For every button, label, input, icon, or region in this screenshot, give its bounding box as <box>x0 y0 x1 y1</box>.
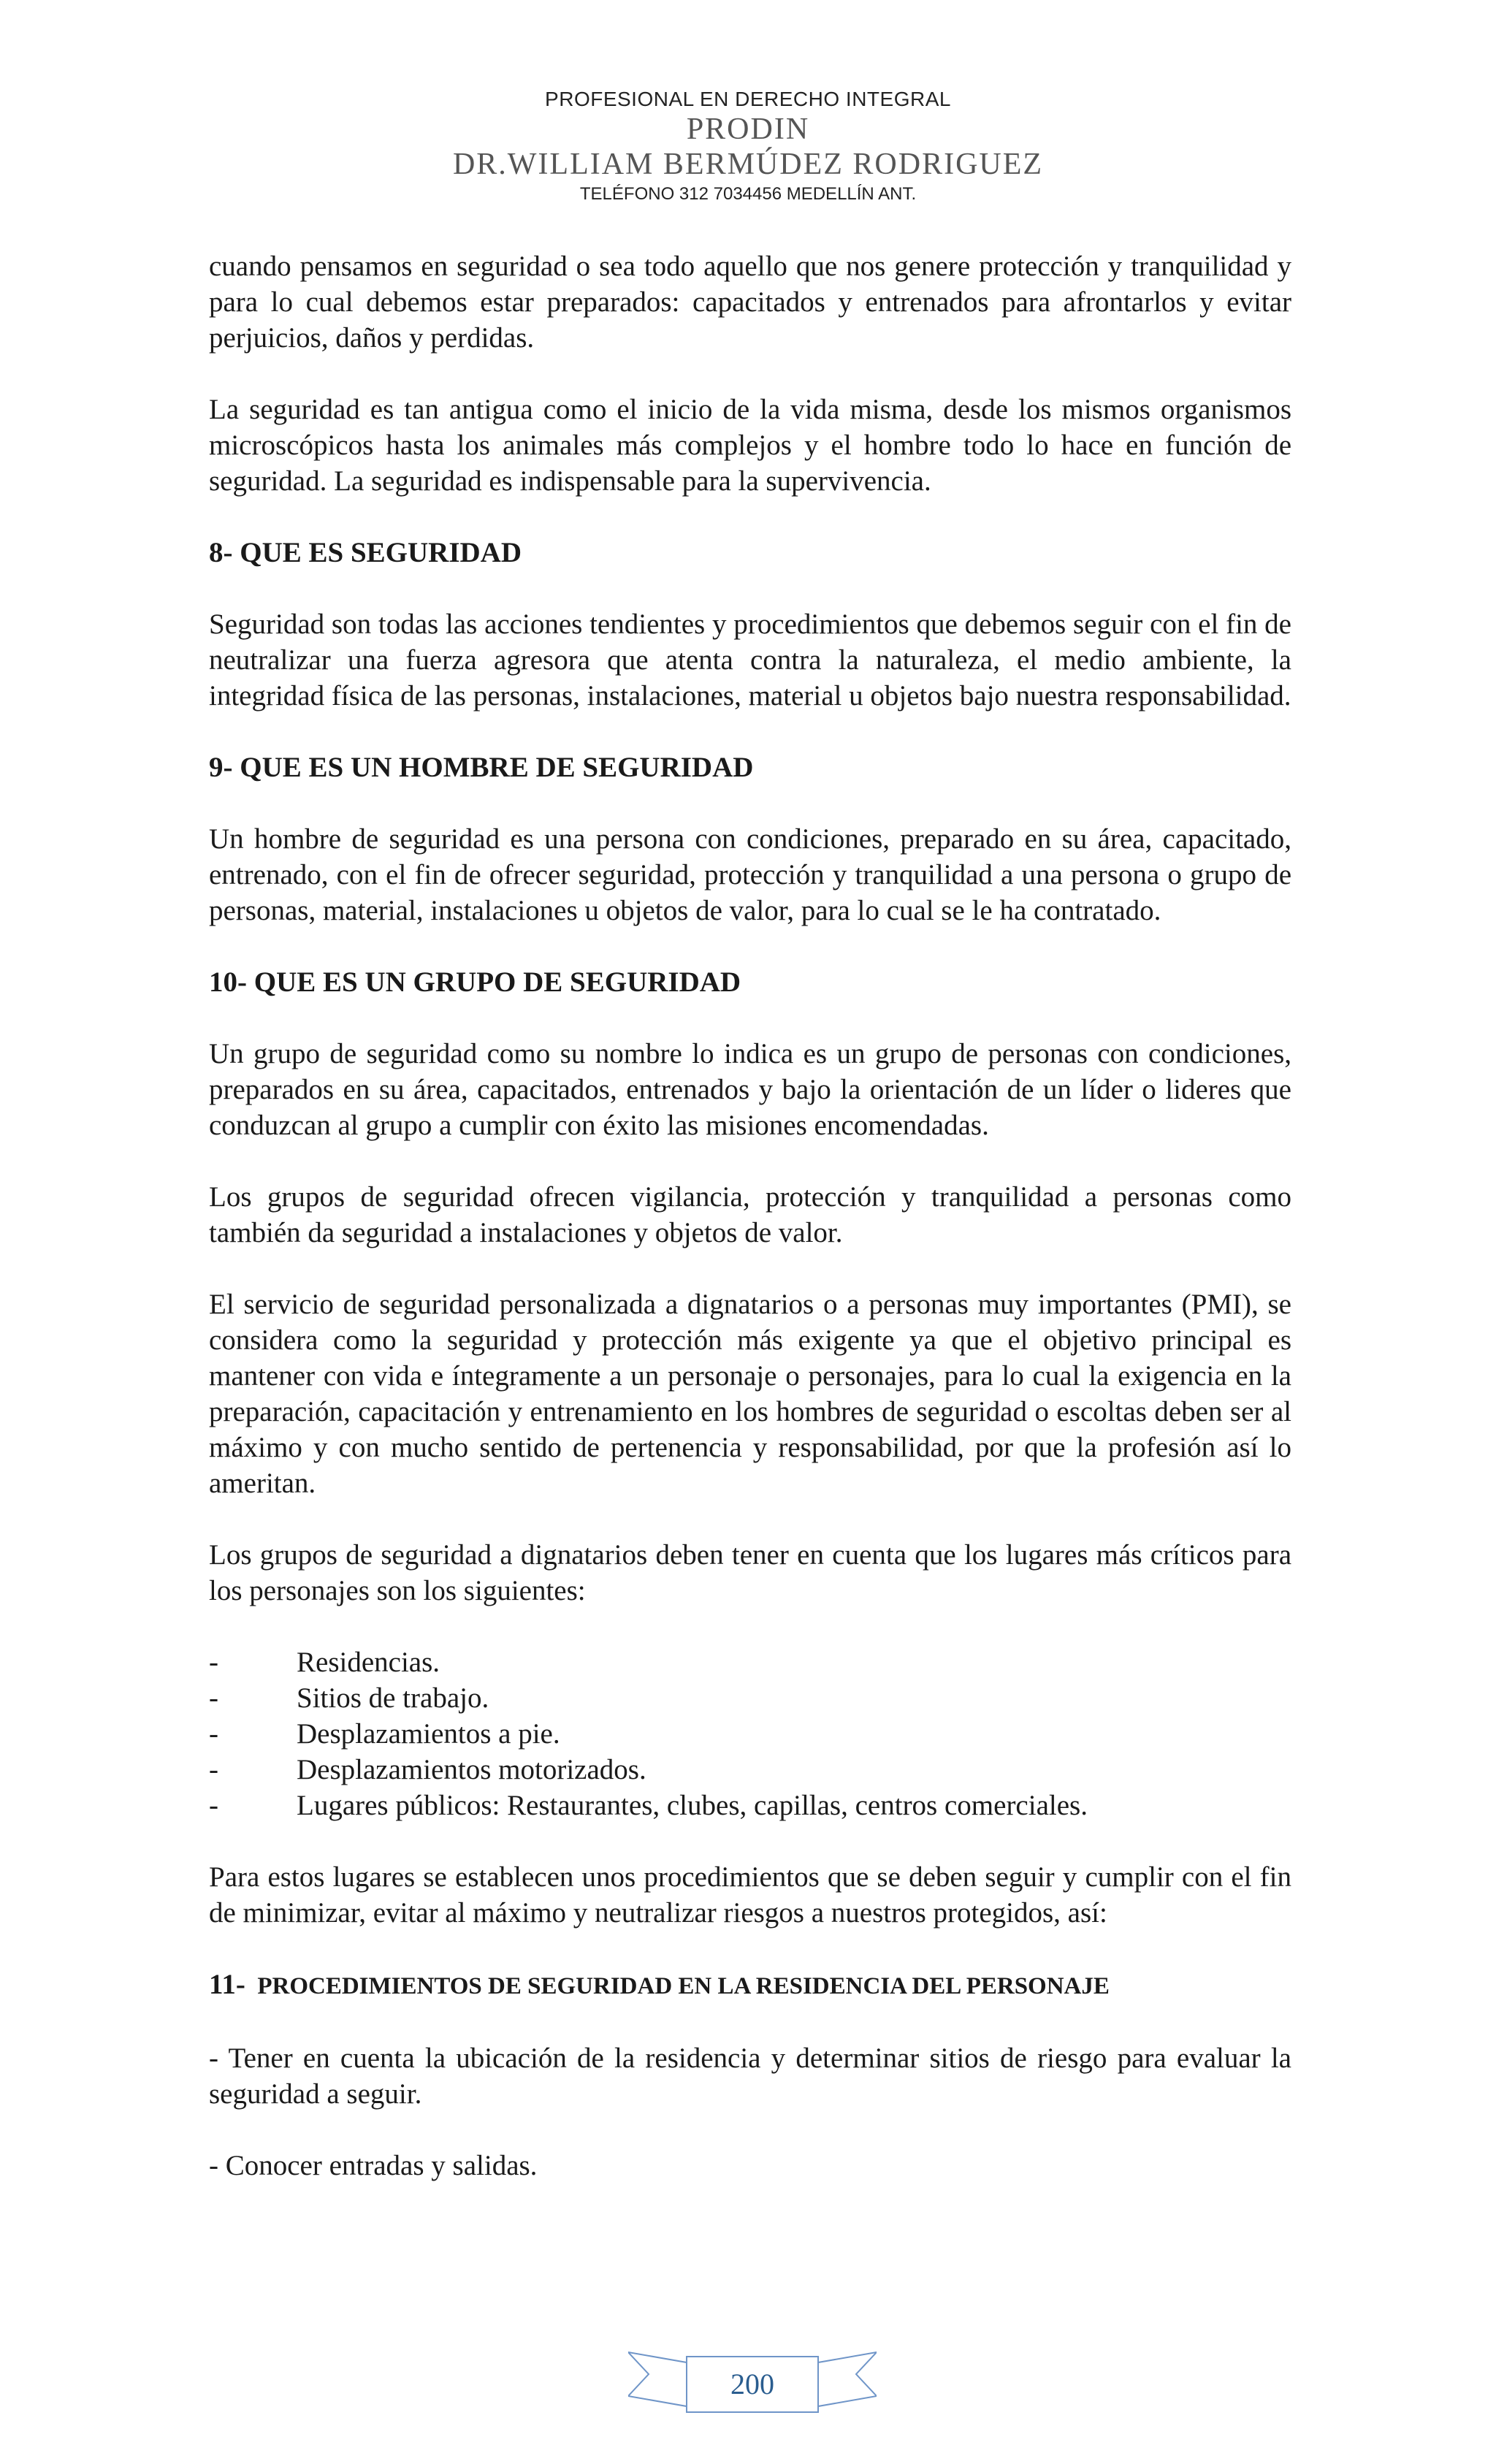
list-item <box>209 1716 1291 1752</box>
paragraph: - Conocer entradas y salidas. <box>209 2150 538 2181</box>
paragraph: Un hombre de seguridad es una persona con condiciones, preparado en su área, capacitado, entrenado, con el fin de ofrecer seguridad, protección y tranquilidad a una persona o grupo de personas, material, instalaciones u objetos de valor, para lo cual se le ha contratado. <box>209 823 1291 926</box>
list-dash: - <box>209 1754 218 1785</box>
list-item <box>209 1788 1291 1823</box>
paragraph: cuando pensamos en seguridad o sea todo aquello que nos genere protección y tranquilidad y para lo cual debemos estar preparados: capacitados y entrenados para afrontarlos y evitar perjuicios, daños y perdidas. <box>209 251 1291 354</box>
section-heading-10: 10- QUE ES UN GRUPO DE SEGURIDAD <box>209 966 741 998</box>
paragraph: Un grupo de seguridad como su nombre lo indica es un grupo de personas con condiciones, preparados en su área, capacitados, entrenados y bajo la orientación de un líder o lideres que conduzcan al grupo a cumplir con éxito las misiones encomendadas. <box>209 1038 1291 1141</box>
list-dash: - <box>209 1790 218 1821</box>
section-heading-9: 9- QUE ES UN HOMBRE DE SEGURIDAD <box>209 752 754 783</box>
paragraph: Los grupos de seguridad ofrecen vigilancia, protección y tranquilidad a personas como también da seguridad a instalaciones y objetos de valor. <box>209 1181 1291 1248</box>
header-brand: PRODIN <box>686 112 810 146</box>
section-heading-8: 8- QUE ES SEGURIDAD <box>209 537 522 568</box>
list-dash: - <box>209 1647 218 1678</box>
header-contact: TELÉFONO 312 7034456 MEDELLÍN ANT. <box>579 184 917 204</box>
list-item <box>209 1644 1291 1680</box>
heading-number: 11- <box>209 1969 245 2000</box>
paragraph: El servicio de seguridad personalizada a dignatarios o a personas muy importantes (PMI), se considera como la seguridad y protección más exigente ya que el objetivo principal es mantener con vida e íntegramente a un personaje o personajes, para lo cual la exigencia en la preparación, capacitación y entrenamiento en los hombres de seguridad o escoltas deben ser al máximo y con mucho sentido de pertenencia y responsabilidad, por que la profesión así lo ameritan. <box>209 1289 1291 1499</box>
list-dash: - <box>209 1682 218 1714</box>
critical-places-list <box>209 1644 1291 1823</box>
paragraph: Los grupos de seguridad a dignatarios deben tener en cuenta que los lugares más críticos para los personajes son los siguientes: <box>209 1539 1291 1606</box>
page-number: 200 <box>730 2368 774 2400</box>
paragraph: - Tener en cuenta la ubicación de la residencia y determinar sitios de riesgo para evaluar la seguridad a seguir. <box>209 2042 1291 2110</box>
list-item-text: Sitios de trabajo. <box>297 1682 489 1714</box>
list-item-text: Desplazamientos a pie. <box>297 1718 560 1750</box>
header-title: PROFESIONAL EN DERECHO INTEGRAL <box>545 88 951 110</box>
list-item-text: Desplazamientos motorizados. <box>297 1754 646 1785</box>
page-header <box>0 86 1496 206</box>
list-item-text: Lugares públicos: Restaurantes, clubes, capillas, centros comerciales. <box>297 1790 1088 1821</box>
paragraph: Para estos lugares se establecen unos procedimientos que se deben seguir y cumplir con el fin de minimizar, evitar al máximo y neutralizar riesgos a nuestros protegidos, así: <box>209 1861 1291 1929</box>
list-item <box>209 1752 1291 1788</box>
header-author: DR.WILLIAM BERMÚDEZ RODRIGUEZ <box>452 148 1044 181</box>
paragraph: La seguridad es tan antigua como el inicio de la vida misma, desde los mismos organismos microscópicos hasta los animales más complejos y el hombre todo lo hace en función de seguridad. La seguridad es indispensable para la supervivencia. <box>209 394 1291 497</box>
page-body <box>209 248 1291 2183</box>
paragraph: Seguridad son todas las acciones tendientes y procedimientos que debemos seguir con el fin de neutralizar una fuerza agresora que atenta contra la naturaleza, el medio ambiente, la integridad física de las personas, instalaciones, material u objetos bajo nuestra responsabilidad. <box>209 609 1291 712</box>
heading-text: PROCEDIMIENTOS DE SEGURIDAD EN LA RESIDENCIA DEL PERSONAJE <box>257 1973 1110 1999</box>
list-dash: - <box>209 1718 218 1750</box>
list-item <box>209 1680 1291 1716</box>
list-item-text: Residencias. <box>297 1647 440 1678</box>
section-heading-11 <box>209 1967 1291 2005</box>
page-number-banner <box>628 2345 877 2418</box>
